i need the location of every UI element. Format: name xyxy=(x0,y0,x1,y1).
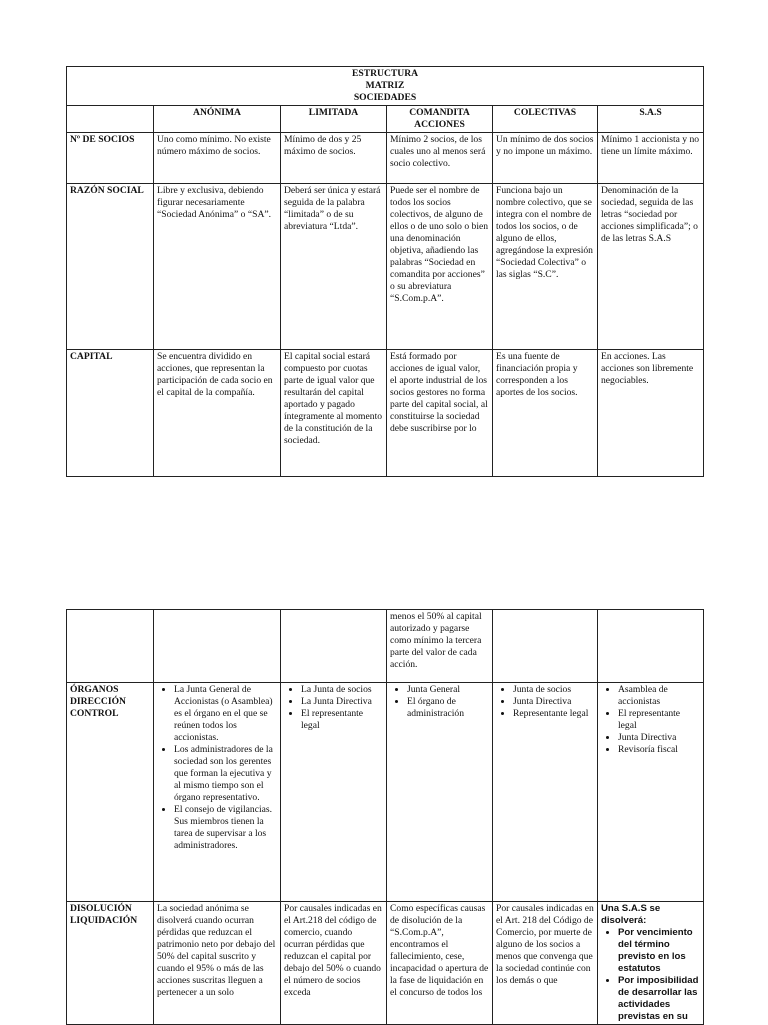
title-line: SOCIEDADES xyxy=(353,92,417,103)
cell-limitada: El capital social estará compuesto por cuotas parte de igual valor que resultarán del capital aportado y pagado íntegramente al momento de la constitución de la sociedad. xyxy=(281,350,387,477)
cell-colectivas: Funciona bajo un nombre colectivo, que se integra con el nombre de todos los socios, o de alguno de ellos, agregándose la expresión “Sociedad Colectiva” o las siglas “S.C”. xyxy=(493,184,598,350)
cell-limitada xyxy=(281,610,387,683)
list-item: • La Junta Directiva xyxy=(301,696,383,708)
list-item: • Revisoría fiscal xyxy=(618,744,700,756)
cell-colectivas xyxy=(493,683,598,902)
row-organos xyxy=(67,683,704,902)
bullet-list xyxy=(284,684,383,732)
list-item: • Asamblea de accionistas xyxy=(618,684,700,708)
list-item: • Junta General xyxy=(407,684,489,696)
list-item: • El representante legal xyxy=(301,708,383,732)
list-item: • El consejo de vigilancias. Sus miembros tienen la tarea de supervisar a los administradores. xyxy=(174,804,277,852)
cell-sas: En acciones. Las acciones son libremente negociables. xyxy=(598,350,704,477)
cell-anonima: Libre y exclusiva, debiendo figurar necesariamente “Sociedad Anónima” o “SA”. xyxy=(154,184,281,350)
row-capital-continuation xyxy=(67,610,704,683)
row-label: RAZÓN SOCIAL xyxy=(67,184,154,350)
cell-comandita: Mínimo 2 socios, de los cuales uno al menos será socio colectivo. xyxy=(387,133,493,184)
cell-limitada xyxy=(281,683,387,902)
cell-anonima: Uno como mínimo. No existe número máximo de socios. xyxy=(154,133,281,184)
row-razon-social xyxy=(67,184,704,350)
title-line: MATRIZ xyxy=(365,80,405,91)
header-row xyxy=(67,106,704,133)
header-colectivas: COLECTIVAS xyxy=(493,106,598,133)
list-item: • Por vencimiento del término previsto en los estatutos xyxy=(618,927,700,975)
cell-anonima xyxy=(154,610,281,683)
header-sas: S.A.S xyxy=(598,106,704,133)
cell-limitada: Por causales indicadas en el Art.218 del código de comercio, cuando ocurran pérdidas que reduzcan el capital por debajo del 50% o cuando el número de socios exceda xyxy=(281,902,387,1025)
title-line: ESTRUCTURA xyxy=(351,68,419,79)
list-item: • Junta Directiva xyxy=(618,732,700,744)
list-item: • Por imposibilidad de desarrollar las actividades previstas en su xyxy=(618,975,700,1023)
bullet-list xyxy=(601,927,700,1023)
row-label: ÓRGANOS DIRECCIÓN CONTROL xyxy=(67,683,154,902)
bullet-list xyxy=(601,684,700,756)
cell-anonima: La sociedad anónima se disolverá cuando ocurran pérdidas que reduzcan el patrimonio neto por debajo del 50% del capital suscrito y cuando el 95% o más de las acciones suscritas lleguen a pertenecer a un solo xyxy=(154,902,281,1025)
cell-sas xyxy=(598,683,704,902)
list-item: • Junta de socios xyxy=(513,684,594,696)
cell-anonima xyxy=(154,683,281,902)
row-label: Nº DE SOCIOS xyxy=(67,133,154,184)
sociedades-matrix-table-page1 xyxy=(66,66,704,477)
bullet-list xyxy=(390,684,489,720)
row-numero-socios xyxy=(67,133,704,184)
cell-limitada: Deberá ser única y estará seguida de la palabra “limitada” o de su abreviatura “Ltda”. xyxy=(281,184,387,350)
cell-comandita: menos el 50% al capital autorizado y pagarse como mínimo la tercera parte del valor de cada acción. xyxy=(387,610,493,683)
list-item: • Los administradores de la sociedad son los gerentes que forman la ejecutiva y al mismo tiempo son el órgano representativo. xyxy=(174,744,277,804)
cell-comandita xyxy=(387,683,493,902)
row-disolucion xyxy=(67,902,704,1025)
list-item: • El órgano de administración xyxy=(407,696,489,720)
header-limitada: LIMITADA xyxy=(281,106,387,133)
bullet-list xyxy=(157,684,277,852)
list-item: • El representante legal xyxy=(618,708,700,732)
matrix-title xyxy=(67,67,704,106)
cell-limitada: Mínimo de dos y 25 máximo de socios. xyxy=(281,133,387,184)
bullet-list xyxy=(496,684,594,720)
sociedades-matrix-table-page2 xyxy=(66,609,704,1025)
cell-comandita: Como específicas causas de disolución de la “S.Com.p.A”, encontramos el fallecimiento, cese, incapacidad o apertura de la fase de liquidación en el concurso de todos los xyxy=(387,902,493,1025)
header-anonima: ANÓNIMA xyxy=(154,106,281,133)
cell-colectivas: Por causales indicadas en el Art. 218 del Código de Comercio, por muerte de alguno de los socios a menos que convenga que la sociedad continúe con los demás o que xyxy=(493,902,598,1025)
row-label: CAPITAL xyxy=(67,350,154,477)
sas-lead-text: Una S.A.S se disolverá: xyxy=(601,903,661,926)
row-label: DISOLUCIÓN LIQUIDACIÓN xyxy=(67,902,154,1025)
cell-comandita: Puede ser el nombre de todos los socios colectivos, de alguno de ellos o de uno solo o bien una denominación objetiva, añadiendo las palabras “Sociedad en comandita por acciones” o su abreviatura “S.Com.p.A”. xyxy=(387,184,493,350)
list-item: • Junta Directiva xyxy=(513,696,594,708)
header-comandita-acciones: COMANDITA ACCIONES xyxy=(387,106,493,133)
cell-colectivas: Es una fuente de financiación propia y corresponden a los aportes de los socios. xyxy=(493,350,598,477)
cell-anonima: Se encuentra dividido en acciones, que representan la participación de cada socio en el capital de la compañía. xyxy=(154,350,281,477)
cell-colectivas xyxy=(493,610,598,683)
list-item: • La Junta General de Accionistas (o Asamblea) es el órgano en el que se reúnen todos los accionistas. xyxy=(174,684,277,744)
cell-comandita: Está formado por acciones de igual valor, el aporte industrial de los socios gestores no forma parte del capital social, al constituirse la sociedad debe suscribirse por lo xyxy=(387,350,493,477)
cell-colectivas: Un mínimo de dos socios y no impone un máximo. xyxy=(493,133,598,184)
cell-sas xyxy=(598,902,704,1025)
list-item: • La Junta de socios xyxy=(301,684,383,696)
cell-sas xyxy=(598,610,704,683)
row-label xyxy=(67,610,154,683)
cell-sas: Denominación de la sociedad, seguida de las letras “sociedad por acciones simplificada”; o de las letras S.A.S xyxy=(598,184,704,350)
list-item: • Representante legal xyxy=(513,708,594,720)
cell-sas: Mínimo 1 accionista y no tiene un límite máximo. xyxy=(598,133,704,184)
header-corner-cell xyxy=(67,106,154,133)
row-capital xyxy=(67,350,704,477)
